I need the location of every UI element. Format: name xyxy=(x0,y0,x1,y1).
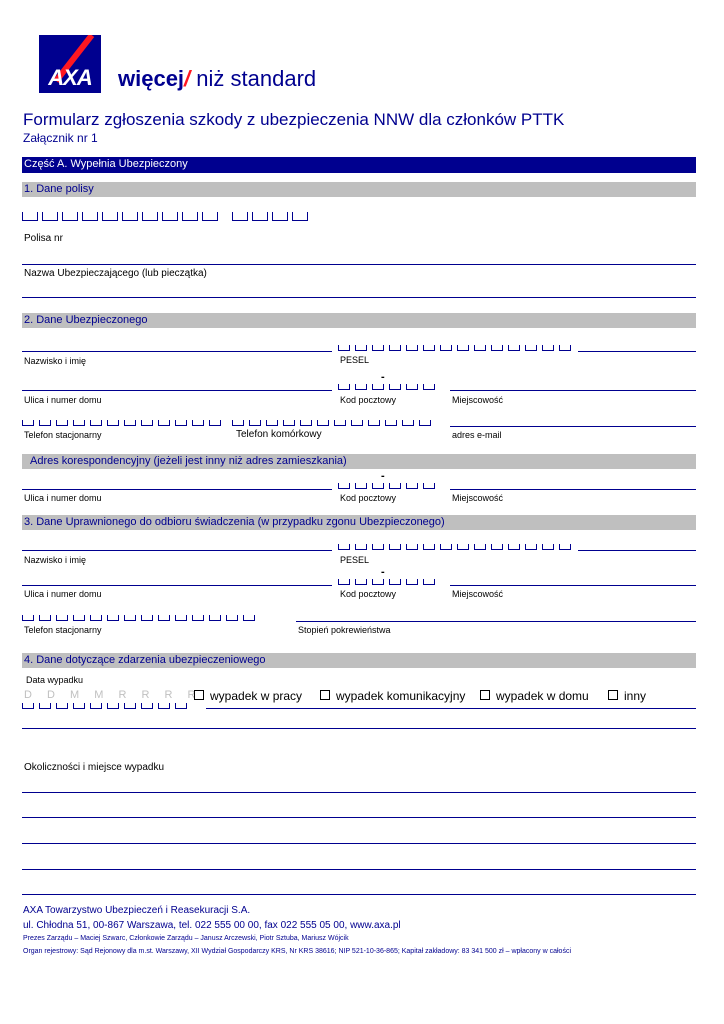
benef-kinship-label: Stopień pokrewieństwa xyxy=(298,625,391,635)
addr-street-line[interactable] xyxy=(22,489,332,490)
addr-postal-cells[interactable] xyxy=(338,483,440,489)
addr-city-label: Miejscowość xyxy=(452,493,504,503)
benef-pesel-tail xyxy=(578,550,696,551)
tagline-rest: niż standard xyxy=(196,66,317,91)
addr-postal-dash: - xyxy=(381,470,385,482)
benef-postal-cells[interactable] xyxy=(338,579,440,585)
insured-mobile-cells[interactable] xyxy=(232,420,436,426)
insured-name-line[interactable] xyxy=(22,351,332,352)
addr-city-line[interactable] xyxy=(450,489,696,490)
circumstances-line-1[interactable] xyxy=(22,792,696,793)
insured-mobile-label: Telefon komórkowy xyxy=(236,429,322,440)
accident-type-line xyxy=(206,708,696,709)
footer-registry: Organ rejestrowy: Sąd Rejonowy dla m.st. Warszawy, XII Wydział Gospodarczy KRS, Nr KRS 38616; NIP 521-10-36-865; Kapitał zakładowy: 83 341 500 zł – wpłacony w całości xyxy=(23,948,571,955)
insured-email-line[interactable] xyxy=(450,426,696,427)
option-work-accident[interactable] xyxy=(194,689,302,703)
tagline-bold: więcej xyxy=(118,66,185,91)
footer-board: Prezes Zarządu – Maciej Szwarc, Członkowie Zarządu – Janusz Arczewski, Piotr Sztuba, Mariusz Wójcik xyxy=(23,935,349,942)
circumstances-line-5[interactable] xyxy=(22,894,696,895)
insured-street-label: Ulica i numer domu xyxy=(24,395,102,405)
postal-dash: - xyxy=(381,371,385,383)
insured-name-label: Nazwisko i imię xyxy=(24,356,87,366)
benef-city-line[interactable] xyxy=(450,585,696,586)
insured-postal-cells[interactable] xyxy=(338,384,440,390)
insured-city-label: Miejscowość xyxy=(452,395,504,405)
circumstances-line-4[interactable] xyxy=(22,869,696,870)
insured-postal-label: Kod pocztowy xyxy=(340,395,397,405)
insured-email-label: adres e-mail xyxy=(452,430,502,440)
circumstances-label: Okoliczności i miejsce wypadku xyxy=(24,762,165,773)
policy-no-label: Polisa nr xyxy=(24,233,63,244)
axa-logo xyxy=(39,35,101,93)
option-home-accident[interactable] xyxy=(480,689,589,703)
accident-date-label: Data wypadku xyxy=(26,675,84,685)
circumstances-line-2[interactable] xyxy=(22,817,696,818)
addr-postal-label: Kod pocztowy xyxy=(340,493,397,503)
insured-pesel-cells[interactable] xyxy=(338,345,576,351)
insured-phone-label: Telefon stacjonarny xyxy=(24,430,102,440)
accident-date-cells[interactable] xyxy=(22,703,192,709)
form-subtitle: Załącznik nr 1 xyxy=(23,131,98,145)
insurer-name-line[interactable] xyxy=(22,297,696,298)
option-work-label: wypadek w pracy xyxy=(210,689,303,703)
addr-street-label: Ulica i numer domu xyxy=(24,493,102,503)
benef-postal-label: Kod pocztowy xyxy=(340,589,397,599)
checkbox-icon[interactable] xyxy=(320,690,330,700)
option-home-label: wypadek w domu xyxy=(496,689,589,703)
section-3-label: 3. Dane Uprawnionego do odbioru świadczenia (w przypadku zgonu Ubezpieczonego) xyxy=(24,516,445,528)
section-1-header xyxy=(22,182,696,197)
insured-city-line[interactable] xyxy=(450,390,696,391)
footer-address: ul. Chłodna 51, 00-867 Warszawa, tel. 022 555 00 00, fax 022 555 05 00, www.axa.pl xyxy=(23,920,401,931)
checkbox-icon[interactable] xyxy=(194,690,204,700)
part-a-label: Część A. Wypełnia Ubezpieczony xyxy=(24,158,188,170)
option-traffic-label: wypadek komunikacyjny xyxy=(336,689,466,703)
benef-pesel-label: PESEL xyxy=(340,555,370,565)
checkbox-icon[interactable] xyxy=(608,690,618,700)
tagline xyxy=(118,66,316,92)
benef-phone-cells[interactable] xyxy=(22,615,260,621)
tagline-slash: / xyxy=(184,66,191,91)
benef-city-label: Miejscowość xyxy=(452,589,504,599)
insured-street-line[interactable] xyxy=(22,390,332,391)
benef-name-label: Nazwisko i imię xyxy=(24,555,87,565)
benef-kinship-line[interactable] xyxy=(296,621,696,622)
benef-phone-label: Telefon stacjonarny xyxy=(24,625,102,635)
form-title: Formularz zgłoszenia szkody z ubezpieczenia NNW dla członków PTTK xyxy=(23,110,565,129)
option-traffic-accident[interactable] xyxy=(320,689,465,703)
footer-company: AXA Towarzystwo Ubezpieczeń i Reasekuracji S.A. xyxy=(23,905,251,916)
part-a-header xyxy=(22,157,696,173)
accident-date-hint: D D M M R R R R xyxy=(24,689,202,701)
section-2-header xyxy=(22,313,696,328)
circumstances-line-3[interactable] xyxy=(22,843,696,844)
option-other[interactable] xyxy=(608,689,646,703)
checkbox-icon[interactable] xyxy=(480,690,490,700)
address-header xyxy=(22,454,696,469)
insured-pesel-label: PESEL xyxy=(340,355,370,365)
benef-name-line[interactable] xyxy=(22,550,332,551)
insurer-name-label: Nazwa Ubezpieczającego (lub pieczątka) xyxy=(24,268,207,279)
benef-postal-dash: - xyxy=(381,566,385,578)
policy-number-cells[interactable] xyxy=(22,212,222,221)
pesel-tail-line xyxy=(578,351,696,352)
logo-text: AXA xyxy=(48,65,92,90)
section-4-label: 4. Dane dotyczące zdarzenia ubezpieczeniowego xyxy=(24,654,266,666)
section-2-label: 2. Dane Ubezpieczonego xyxy=(24,314,148,326)
section-1-label: 1. Dane polisy xyxy=(24,183,94,195)
address-label: Adres korespondencyjny (jeżeli jest inny niż adres zamieszkania) xyxy=(30,455,347,467)
option-other-label: inny xyxy=(624,689,647,703)
section-4-header xyxy=(22,653,696,668)
policy-number-cells-2[interactable] xyxy=(232,212,312,221)
insured-phone-cells[interactable] xyxy=(22,420,226,426)
policy-no-line[interactable] xyxy=(22,264,696,265)
benef-pesel-cells[interactable] xyxy=(338,544,576,550)
section-3-header xyxy=(22,515,696,530)
benef-street-line[interactable] xyxy=(22,585,332,586)
accident-line-1[interactable] xyxy=(22,728,696,729)
benef-street-label: Ulica i numer domu xyxy=(24,589,102,599)
